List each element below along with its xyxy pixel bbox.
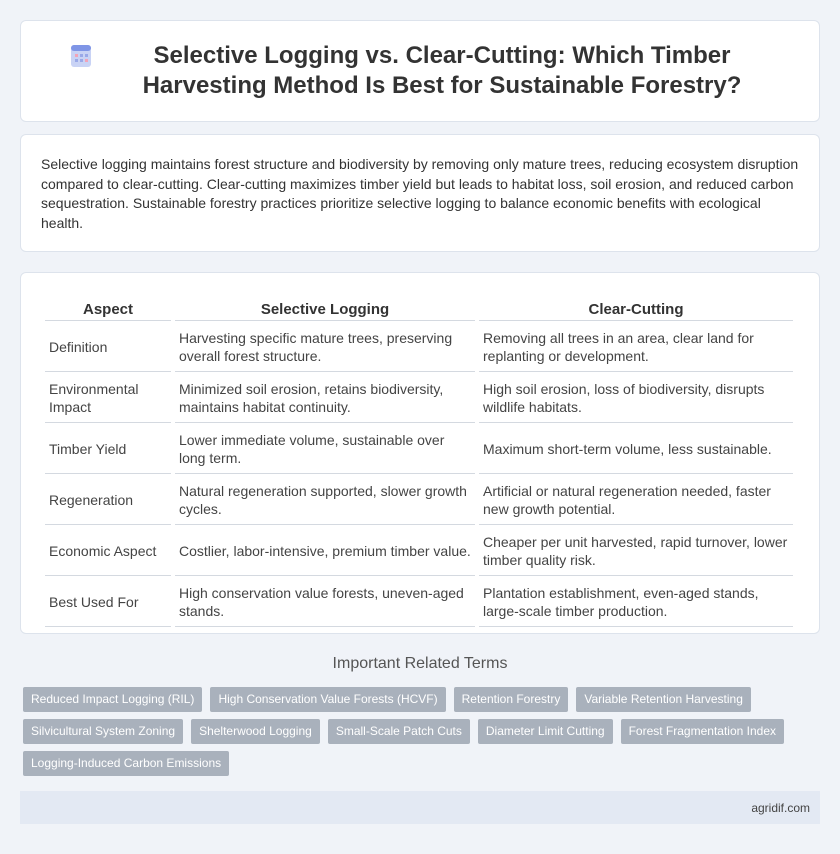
related-term-tag[interactable]: Reduced Impact Logging (RIL) <box>23 687 202 712</box>
related-term-tag[interactable]: Forest Fragmentation Index <box>621 719 784 744</box>
table-header-row <box>45 297 793 321</box>
table-row <box>45 374 793 423</box>
cell-clear: Removing all trees in an area, clear land for replanting or development. <box>479 323 793 372</box>
cell-aspect: Regeneration <box>45 476 171 525</box>
cell-clear: Cheaper per unit harvested, rapid turnover, lower timber quality risk. <box>479 527 793 576</box>
related-term-tag[interactable]: Retention Forestry <box>454 687 569 712</box>
related-terms-title: Important Related Terms <box>332 655 508 672</box>
intro-text: Selective logging maintains forest structure and biodiversity by removing only mature trees, reducing ecosystem disruption compared to clear-cutting. Clear-cutting maximizes timber yield but leads to habitat loss, soil erosion, and reduced carbon sequestration. Sustainable forestry practices prioritize selective logging to balance economic benefits with ecological health. <box>41 156 799 231</box>
footer-site-link[interactable]: agridif.com <box>751 800 810 815</box>
cell-selective: Harvesting specific mature trees, preserving overall forest structure. <box>175 323 475 372</box>
cell-aspect: Timber Yield <box>45 425 171 474</box>
cell-aspect: Environmental Impact <box>45 374 171 423</box>
cell-selective: Costlier, labor-intensive, premium timber value. <box>175 527 475 576</box>
cell-selective: Minimized soil erosion, retains biodiversity, maintains habitat continuity. <box>175 374 475 423</box>
header-selective-logging: Selective Logging <box>175 297 475 321</box>
table-row <box>45 578 793 627</box>
cell-aspect: Economic Aspect <box>45 527 171 576</box>
page-title: Selective Logging vs. Clear-Cutting: Which Timber Harvesting Method Is Best for Sustainable Forestry? <box>142 42 742 99</box>
cell-selective: Lower immediate volume, sustainable over long term. <box>175 425 475 474</box>
cell-selective: Natural regeneration supported, slower growth cycles. <box>175 476 475 525</box>
cell-aspect: Definition <box>45 323 171 372</box>
table-row <box>45 476 793 525</box>
header-aspect: Aspect <box>45 297 171 321</box>
document-icon <box>68 43 94 69</box>
cell-aspect: Best Used For <box>45 578 171 627</box>
header-clear-cutting: Clear-Cutting <box>479 297 793 321</box>
related-term-tag[interactable]: Shelterwood Logging <box>191 719 320 744</box>
related-term-tag[interactable]: Diameter Limit Cutting <box>478 719 613 744</box>
table-row <box>45 323 793 372</box>
footer <box>20 791 820 824</box>
cell-clear: Maximum short-term volume, less sustainable. <box>479 425 793 474</box>
related-term-tag[interactable]: Logging-Induced Carbon Emissions <box>23 751 229 776</box>
related-term-tag[interactable]: Silvicultural System Zoning <box>23 719 183 744</box>
related-term-tag[interactable]: Small-Scale Patch Cuts <box>328 719 470 744</box>
comparison-card <box>20 272 820 634</box>
header-card <box>20 20 820 122</box>
related-term-tag[interactable]: High Conservation Value Forests (HCVF) <box>210 687 445 712</box>
related-terms-tags <box>23 687 823 776</box>
table-row <box>45 425 793 474</box>
cell-selective: High conservation value forests, uneven-aged stands. <box>175 578 475 627</box>
intro-card <box>20 134 820 252</box>
cell-clear: Artificial or natural regeneration needed, faster new growth potential. <box>479 476 793 525</box>
table-row <box>45 527 793 576</box>
cell-clear: Plantation establishment, even-aged stands, large-scale timber production. <box>479 578 793 627</box>
comparison-table <box>41 295 797 629</box>
related-term-tag[interactable]: Variable Retention Harvesting <box>576 687 751 712</box>
cell-clear: High soil erosion, loss of biodiversity, disrupts wildlife habitats. <box>479 374 793 423</box>
